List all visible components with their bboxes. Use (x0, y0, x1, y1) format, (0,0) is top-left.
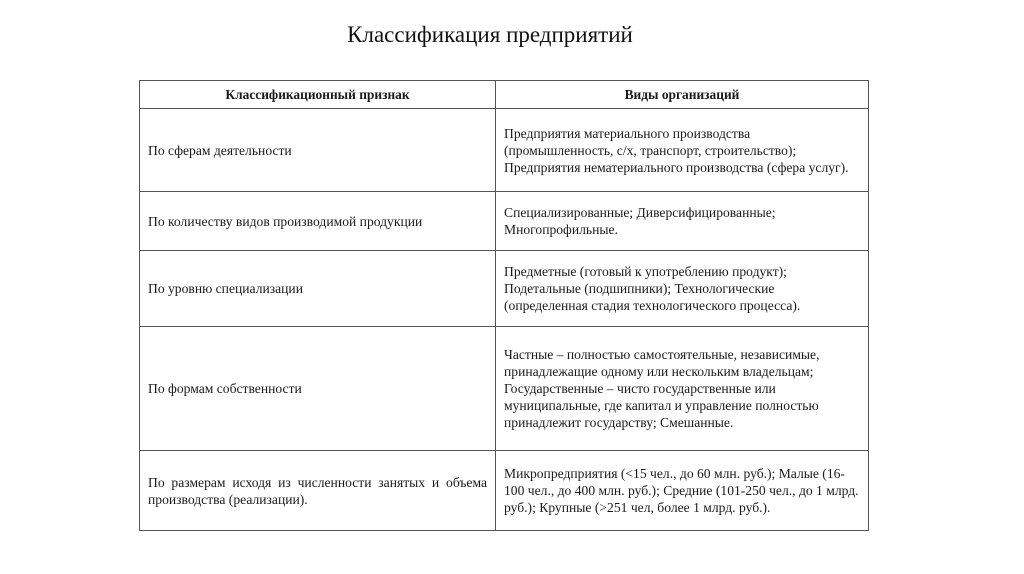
row-kinds: Специализированные; Диверсифицированные; Многопрофильные. (496, 192, 869, 251)
table-row (140, 251, 869, 327)
row-feature: По формам собственности (140, 327, 496, 451)
row-kinds: Предприятия материального производства (промышленность, с/х, транспорт, строительство); Предприятия нематериального производства (сфера услуг). (496, 109, 869, 192)
table-row (140, 451, 869, 531)
header-kinds: Виды организаций (496, 81, 869, 109)
table-row (140, 192, 869, 251)
row-feature: По сферам деятельности (140, 109, 496, 192)
row-feature: По количеству видов производимой продукции (140, 192, 496, 251)
table-row (140, 327, 869, 451)
row-feature: По размерам исходя из численности занятых и объема производства (реализации). (140, 451, 496, 531)
row-kinds: Частные – полностью самостоятельные, независимые, принадлежащие одному или нескольким владельцам; Государственные – чисто государственные или муниципальные, где капитал и управление полностью принадлежит государству; Смешанные. (496, 327, 869, 451)
row-kinds: Предметные (готовый к употреблению продукт); Подетальные (подшипники); Технологические (определенная стадия технологического процесса). (496, 251, 869, 327)
page-title: Классификация предприятий (347, 22, 633, 47)
classification-table (139, 80, 869, 531)
row-kinds: Микропредприятия (<15 чел., до 60 млн. руб.); Малые (16-100 чел., до 400 млн. руб.); Средние (101-250 чел., до 1 млрд. руб.); Крупные (>251 чел, более 1 млрд. руб.). (496, 451, 869, 531)
table-row (140, 109, 869, 192)
table-header-row (140, 81, 869, 109)
header-feature: Классификационный признак (140, 81, 496, 109)
row-feature: По уровню специализации (140, 251, 496, 327)
